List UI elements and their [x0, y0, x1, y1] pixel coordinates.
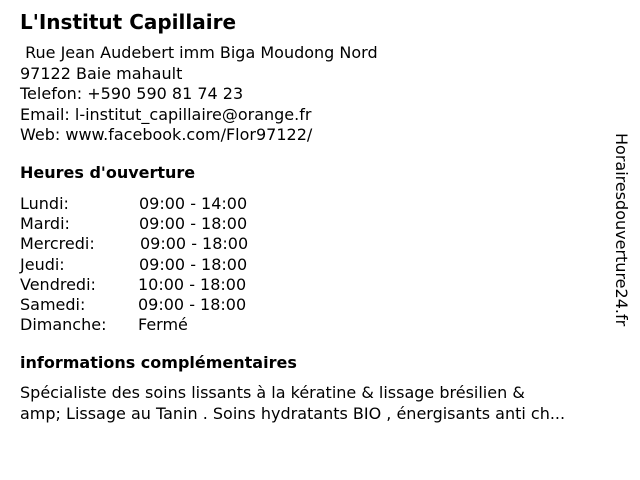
day-label: Dimanche:	[20, 315, 107, 335]
day-label: Mercredi:	[20, 234, 95, 254]
time-value: 10:00 - 18:00	[138, 274, 247, 294]
day-label: Samedi:	[20, 294, 86, 314]
business-name: L'Institut Capillaire	[20, 10, 237, 34]
time-value: 09:00 - 14:00	[139, 194, 248, 213]
day-label: Lundi:	[20, 194, 69, 213]
site-watermark	[611, 133, 633, 343]
time-value: 09:00 - 18:00	[140, 234, 249, 254]
time-value: 09:00 - 18:00	[139, 254, 248, 274]
description-line-1: Spécialiste des soins lissants à la kératine & lissage brésilien &	[20, 383, 525, 402]
time-value: 09:00 - 18:00	[138, 294, 247, 314]
day-label: Mardi:	[20, 214, 70, 234]
additional-info-heading: informations complémentaires	[20, 353, 297, 372]
day-label: Jeudi:	[20, 254, 65, 274]
address-line-1: Rue Jean Audebert imm Biga Moudong Nord	[25, 43, 378, 62]
watermark-text: Horairesdouverture24.fr	[612, 133, 631, 327]
description-line-2: amp; Lissage au Tanin . Soins hydratants BIO , énergisants anti ch...	[20, 404, 566, 423]
website-url: Web: www.facebook.com/Flor97122/	[20, 125, 313, 144]
time-value: 09:00 - 18:00	[139, 214, 248, 234]
email-address: Email: l-institut_capillaire@orange.fr	[20, 104, 312, 124]
day-label: Vendredi:	[20, 274, 96, 294]
contact-block	[20, 43, 378, 146]
additional-info-description	[20, 382, 625, 424]
address-line-2: 97122 Baie mahault	[20, 63, 183, 83]
phone-number: Telefon: +590 590 81 74 23	[20, 84, 244, 103]
opening-hours-heading: Heures d'ouverture	[20, 163, 196, 182]
time-value: Fermé	[138, 315, 188, 335]
